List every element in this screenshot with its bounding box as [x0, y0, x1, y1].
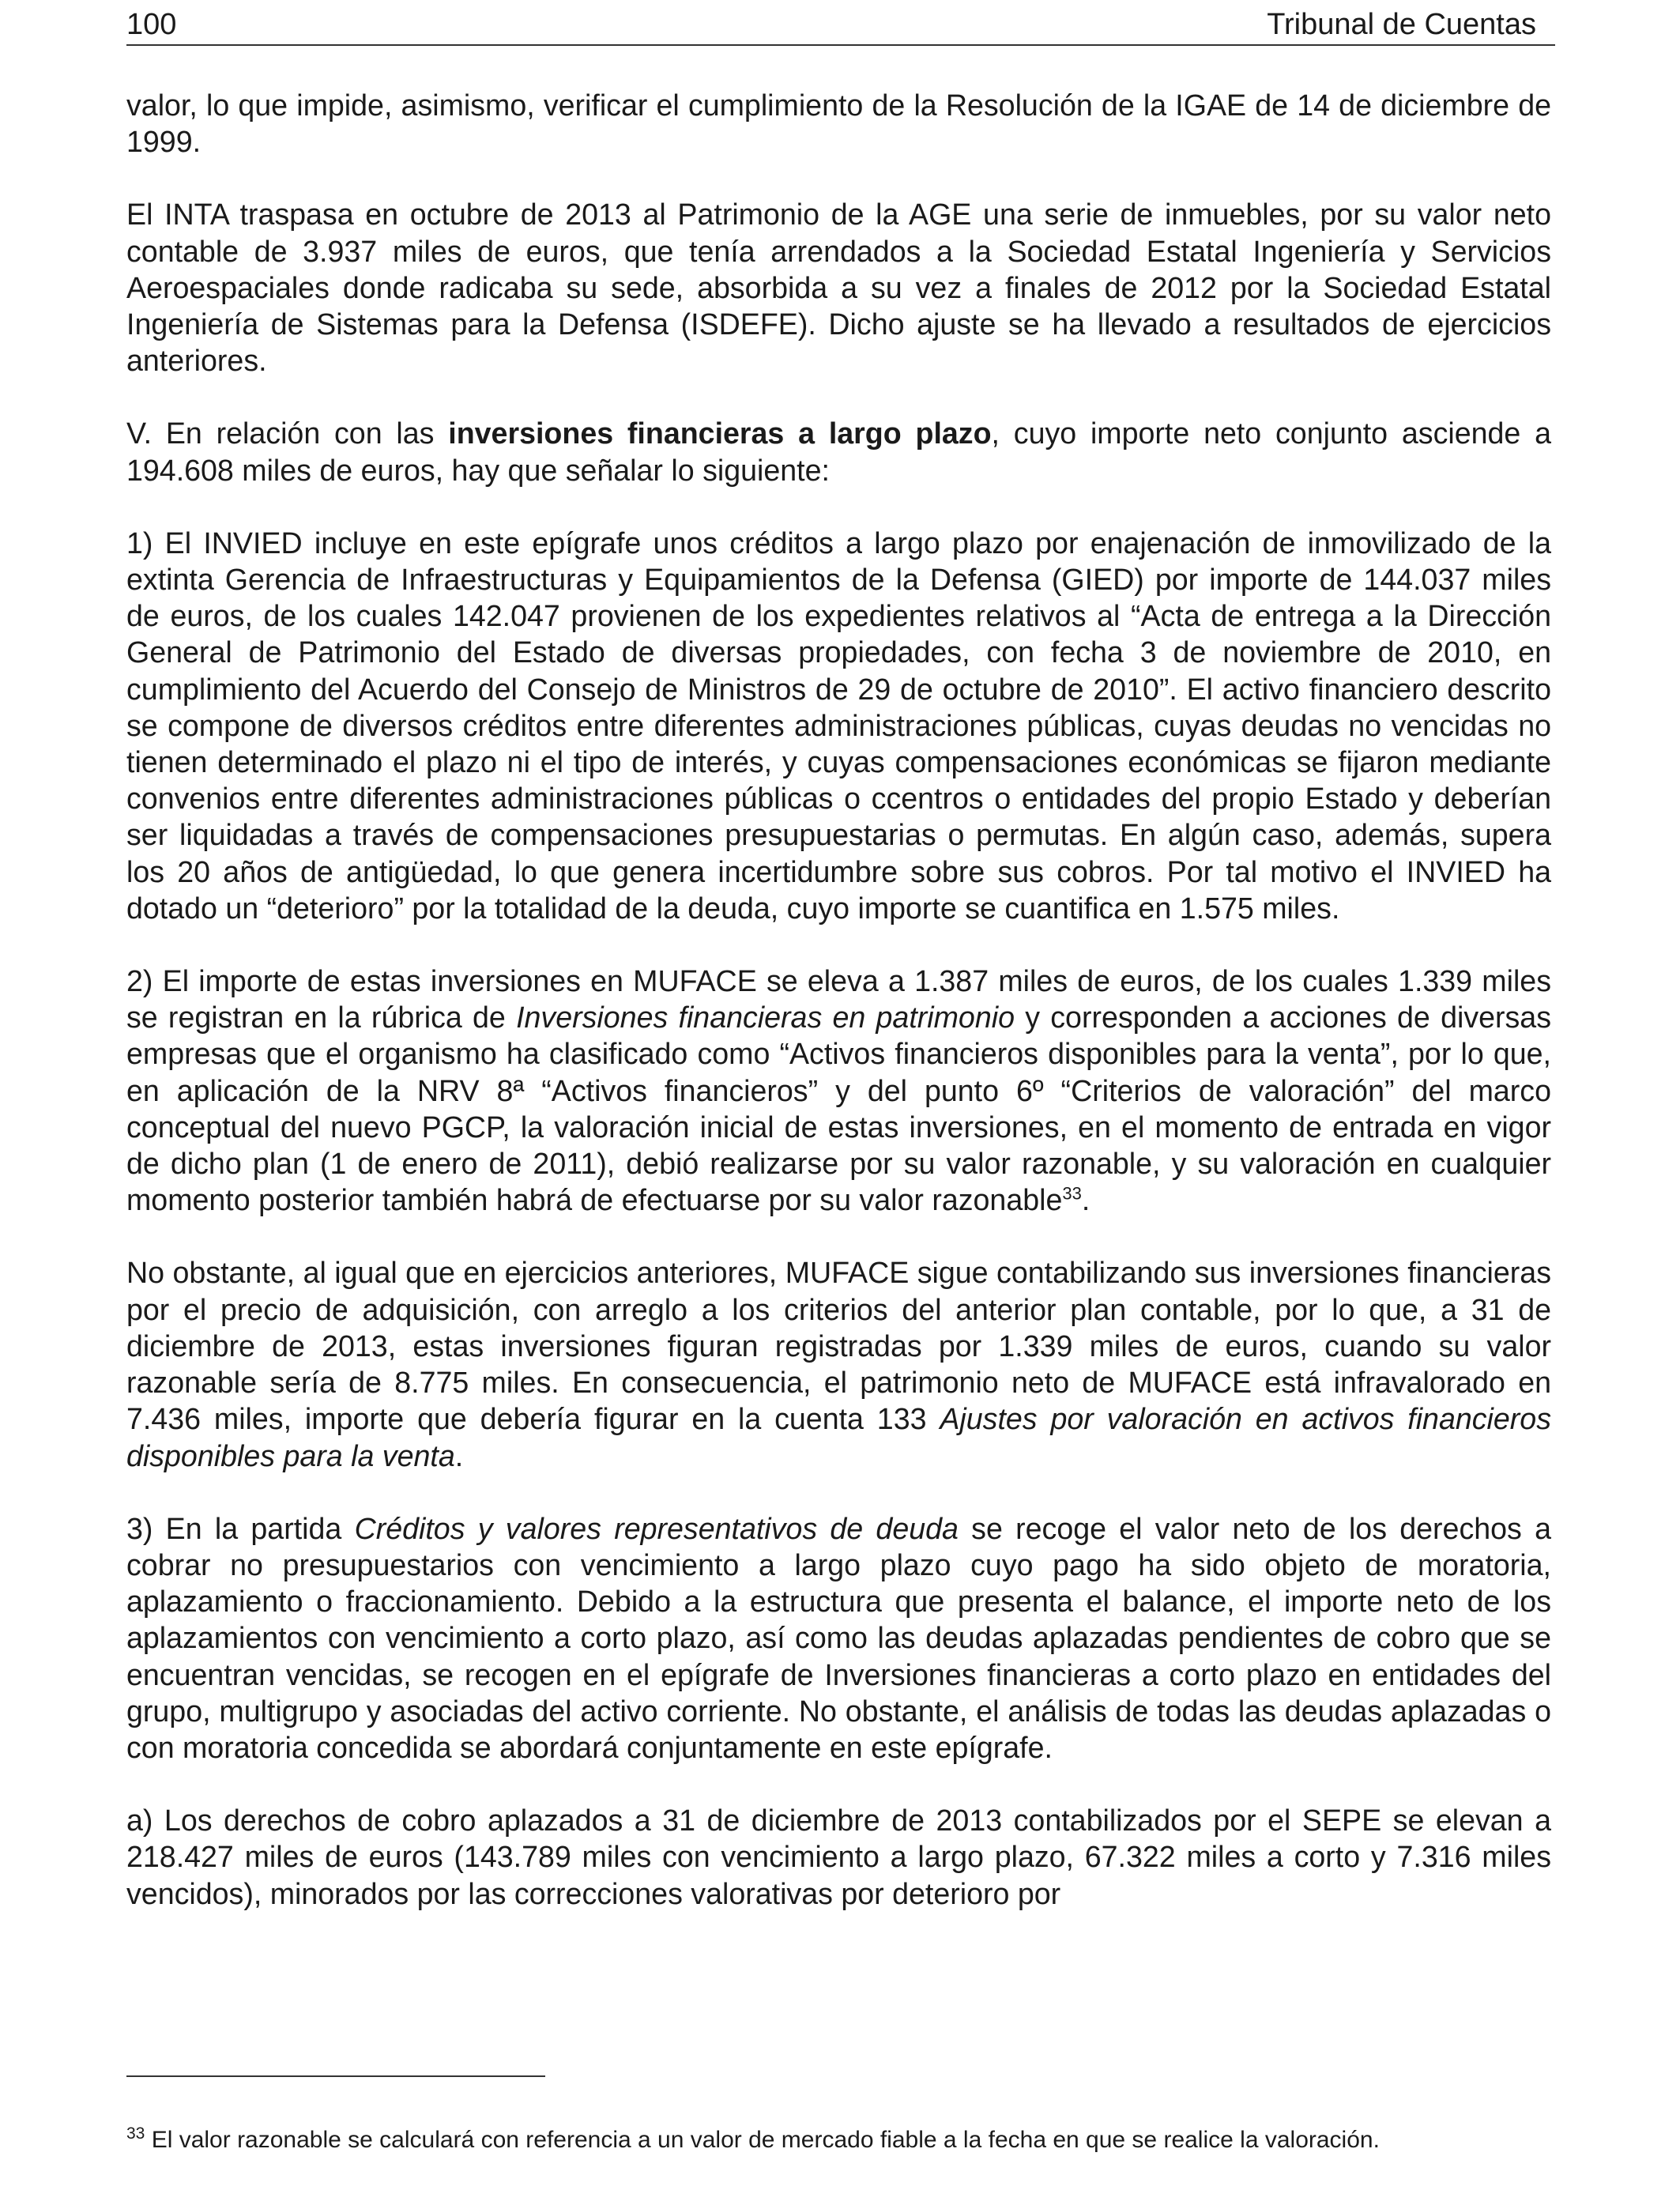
- paragraph-3: [126, 415, 1551, 488]
- page-header: [126, 3, 1555, 46]
- paragraph-1: valor, lo que impide, asimismo, verificar el cumplimiento de la Resolución de la IGAE de 14 de diciembre de 1999.: [126, 89, 1551, 159]
- paragraph-7-text-end: se recoge el valor neto de los derechos a cobrar no presupuestarios con vencimiento a largo plazo cuyo pago ha sido objeto de moratoria, aplazamiento o fraccionamiento. Debido a la estructura que presenta el balance, el importe neto de los aplazamientos con vencimiento a corto plazo, así como las deudas aplazadas pendientes de cobro que se encuentran vencidas, se recogen en el epígrafe de Inversiones financieras a corto plazo en entidades del grupo, multigrupo y asociadas del activo corriente. No obstante, el análisis de todas las deudas aplazadas o con moratoria concedida se abordará conjuntamente en este epígrafe.: [126, 1511, 1551, 1764]
- footnote-separator: [126, 2075, 545, 2077]
- paragraph-2: El INTA traspasa en octubre de 2013 al Patrimonio de la AGE una serie de inmuebles, por su valor neto contable de 3.937 miles de euros, que tenía arrendados a la Sociedad Estatal Ingeniería y Servicios Aeroespaciales donde radicaba su sede, absorbida a su vez a finales de 2012 por la Sociedad Estatal Ingeniería de Sistemas para la Defensa (ISDEFE). Dicho ajuste se ha llevado a resultados de ejercicios anteriores.: [126, 198, 1551, 378]
- paragraph-3-bold: inversiones financieras a largo plazo: [448, 417, 992, 450]
- paragraph-5-end: .: [1081, 1183, 1090, 1217]
- paragraph-7: [126, 1510, 1551, 1766]
- running-title: Tribunal de Cuentas: [1267, 8, 1536, 41]
- document-body: [126, 87, 1551, 1912]
- paragraph-7-italic: Créditos y valores representativos de deuda: [354, 1511, 959, 1545]
- paragraph-6-text: No obstante, al igual que en ejercicios anteriores, MUFACE sigue contabilizando sus inversiones financieras por el precio de adquisición, con arreglo a los criterios del anterior plan contable, por lo que, a 31 de diciembre de 2013, estas inversiones figuran registradas por 1.339 miles de euros, cuando su valor razonable sería de 8.775 miles. En consecuencia, el patrimonio neto de MUFACE está infravalorado en 7.436 miles, importe que debería figurar en la cuenta 133: [126, 1256, 1551, 1436]
- paragraph-5-text: 2) El importe de estas inversiones en MUFACE se eleva a 1.387 miles de euros, de los cuales 1.339 miles se registran en la rúbrica de: [126, 964, 1551, 1035]
- paragraph-6-end: .: [454, 1438, 464, 1472]
- paragraph-5-italic: Inversiones financieras en patrimonio: [516, 1001, 1015, 1035]
- paragraph-4: 1) El INVIED incluye en este epígrafe unos créditos a largo plazo por enajenación de inmovilizado de la extinta Gerencia de Infraestructuras y Equipamientos de la Defensa (GIED) por importe de 144.037 miles de euros, de los cuales 142.047 provienen de los expedientes relativos al “Acta de entrega a la Dirección General de Patrimonio del Estado de diversas propiedades, con fecha 3 de noviembre de 2010, en cumplimiento del Acuerdo del Consejo de Ministros de 29 de octubre de 2010”. El activo financiero descrito se compone de diversos créditos entre diferentes administraciones públicas, cuyas deudas no vencidas no tienen determinado el plazo ni el tipo de interés, y cuyas compensaciones económicas se fijaron mediante convenios entre diferentes administraciones públicas o ccentros o entidades del propio Estado y deberían ser liquidadas a través de compensaciones presupuestarias o permutas. En algún caso, además, supera los 20 años de antigüedad, lo que genera incertidumbre sobre sus cobros. Por tal motivo el INVIED ha dotado un “deterioro” por la totalidad de la deuda, cuyo importe se cuantifica en 1.575 miles.: [126, 526, 1551, 925]
- paragraph-6: [126, 1254, 1551, 1473]
- footnote-reference[interactable]: 33: [1062, 1183, 1082, 1204]
- paragraph-6-italic: Ajustes por valoración en activos financieros disponibles para la venta: [126, 1402, 1551, 1472]
- footnote-text: El valor razonable se calculará con referencia a un valor de mercado fiable a la fecha en que se realice la valoración.: [145, 2127, 1380, 2153]
- paragraph-3-text-end: , cuyo importe neto conjunto asciende a 194.608 miles de euros, hay que señalar lo siguiente:: [126, 417, 1551, 487]
- footnote-number: 33: [126, 2124, 145, 2143]
- paragraph-8: a) Los derechos de cobro aplazados a 31 de diciembre de 2013 contabilizados por el SEPE se elevan a 218.427 miles de euros (143.789 miles con vencimiento a largo plazo, 67.322 miles a corto y 7.316 miles vencidos), minorados por las correcciones valorativas por deterioro por: [126, 1804, 1551, 1910]
- paragraph-3-text: V. En relación con las: [126, 417, 449, 450]
- paragraph-7-text: 3) En la partida: [126, 1511, 355, 1545]
- footnote-33: [126, 2124, 1565, 2156]
- paragraph-5-text-cont: y corresponden a acciones de diversas empresas que el organismo ha clasificado como “Activos financieros disponibles para la venta”, por lo que, en aplicación de la NRV 8ª “Activos financieros” y del punto 6º “Criterios de valoración” del marco conceptual del nuevo PGCP, la valoración inicial de estas inversiones, en el momento de entrada en vigor de dicho plan (1 de enero de 2011), debió realizarse por su valor razonable, y su valoración en cualquier momento posterior también habrá de efectuarse por su valor razonable: [126, 1001, 1551, 1217]
- page-number: 100: [126, 8, 177, 41]
- paragraph-5: [126, 963, 1551, 1218]
